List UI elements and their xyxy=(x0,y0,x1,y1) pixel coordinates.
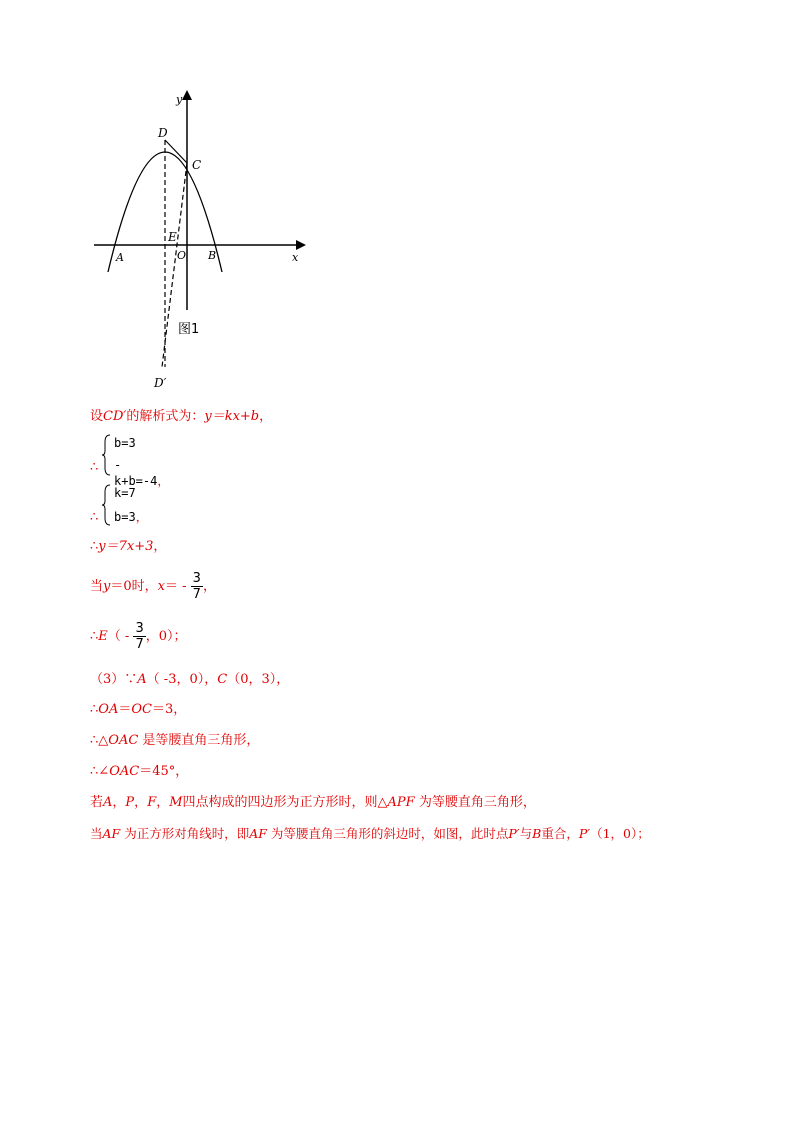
brace-icon xyxy=(102,484,112,526)
label-d-prime: D′ xyxy=(154,376,167,390)
text-line-angle: ∴∠OAC＝45°， xyxy=(90,764,189,779)
x-axis-arrow xyxy=(296,240,306,250)
label-d: D xyxy=(158,126,168,140)
fraction-3-7: $\frac{3}{7}$ xyxy=(192,571,201,602)
text-line-oa-oc: ∴OA＝OC＝3， xyxy=(90,702,187,717)
y-axis-arrow xyxy=(182,90,192,100)
text-line-point-e: ∴E（ - $\frac{3}{7}$ ，0）； xyxy=(90,621,187,652)
text-line-square-condition: 若A，P，F，M四点构成的四边形为正方形时，则△APF 为等腰直角三角形， xyxy=(90,795,536,810)
text-line-cd-equation: 设CD′的解析式为：y＝kx+b， xyxy=(90,409,273,424)
text-line-result-equation: ∴y＝7x+3， xyxy=(90,539,167,554)
label-e: E xyxy=(168,230,177,244)
figure-caption: 图1 xyxy=(178,322,200,337)
label-y: y xyxy=(176,93,183,106)
text-line-part-3: （3）∵A（ -3，0），C（0，3）， xyxy=(90,672,290,687)
label-b: B xyxy=(208,249,217,262)
label-x: x xyxy=(292,251,299,264)
brace-icon xyxy=(102,434,112,476)
segment-dc xyxy=(165,140,187,163)
text-line-isosceles: ∴△OAC 是等腰直角三角形， xyxy=(90,733,260,748)
label-o: O xyxy=(177,249,187,262)
label-a: A xyxy=(116,251,124,264)
figure-1-parabola xyxy=(90,85,320,395)
fraction-3-7: $\frac{3}{7}$ xyxy=(135,621,144,652)
text-line-diagonal-case: 当AF 为正方形对角线时，即AF 为等腰直角三角形的斜边时，如图，此时点P′与B重合，P′（1，0）； xyxy=(90,826,650,841)
text-line-x-intercept: 当y＝0时，x＝ - $\frac{3}{7}$ ， xyxy=(90,571,216,602)
label-c: C xyxy=(192,158,202,172)
